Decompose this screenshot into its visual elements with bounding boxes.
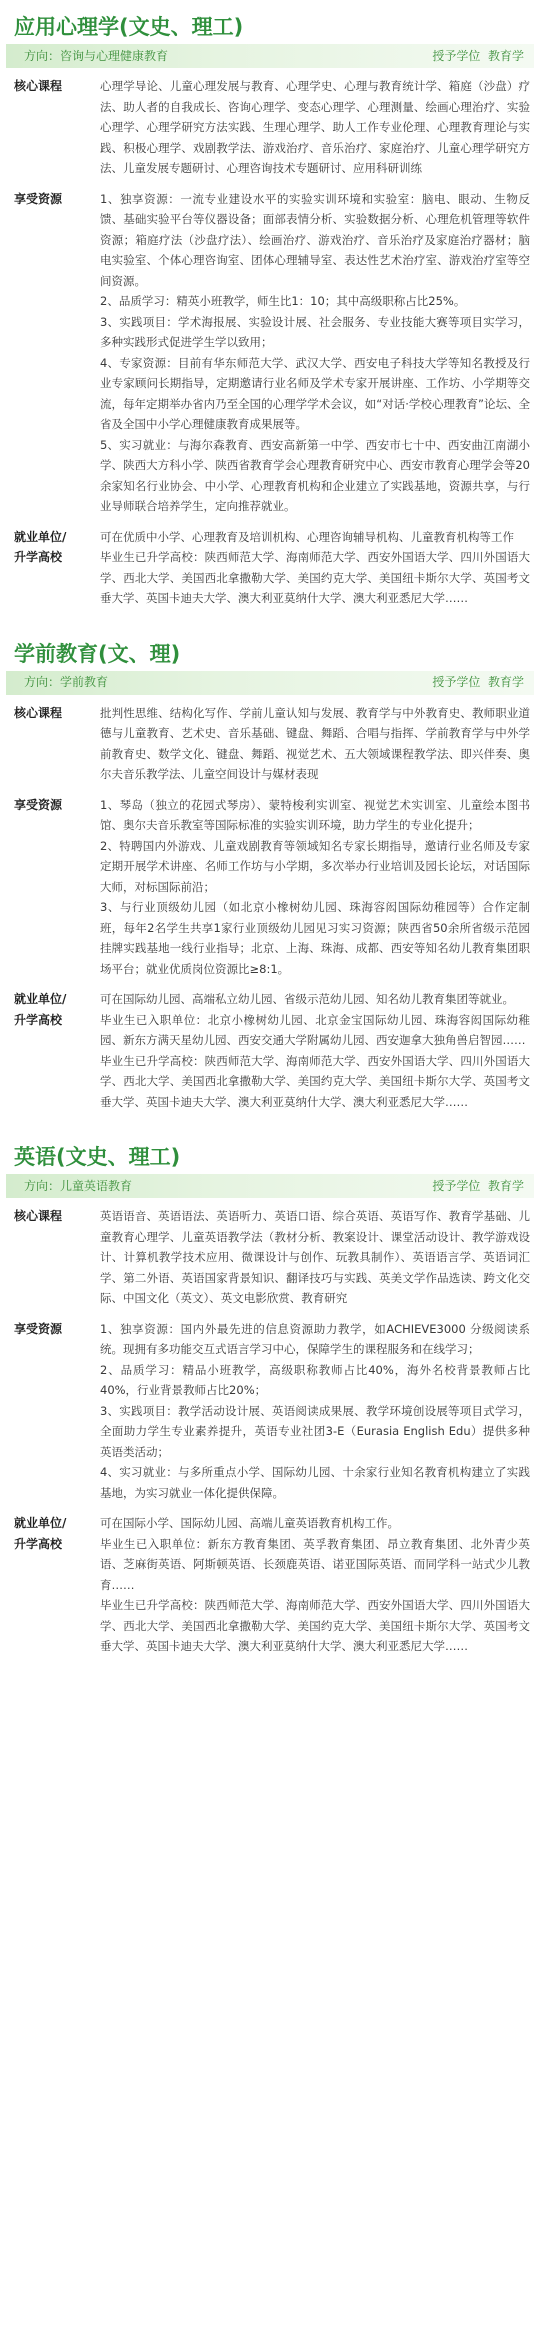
degree-label: 授予学位 — [432, 1178, 481, 1193]
direction-band — [6, 1174, 534, 1198]
degree-value: 教育学 — [487, 48, 524, 63]
employment-item: 毕业生已升学高校：陕西师范大学、海南师范大学、西安外国语大学、四川外国语大学、西北大学、美国西北拿撒勒大学、美国约克大学、美国纽卡斯尔大学、英国考文垂大学、英国卡迪夫大学、澳大利亚莫纳什大学、澳大利亚悉尼大学…… — [100, 550, 530, 605]
courses-label: 核心课程 — [14, 1209, 63, 1223]
resource-item: 2、品质学习：精英小班教学，师生比1：10；其中高级职称占比25%。 — [100, 294, 466, 308]
resources-row — [0, 795, 540, 980]
employment-item: 可在优质中小学、心理教育及培训机构、心理咨询辅导机构、儿童教育机构等工作 — [100, 529, 514, 544]
resource-item: 1、独享资源：国内外最先进的信息资源助力教学，如ACHIEVE3000 分级阅读系统。现拥有多功能交互式语言学习中心，保障学生的课程服务和在线学习； — [100, 1321, 530, 1356]
resource-item: 3、与行业顶级幼儿园（如北京小橡树幼儿园、珠海容闳国际幼稚园等）合作定制班，每年2名学生共享1家行业顶级幼儿园见习实习资源；陕西省50余所省级示范园挂牌实践基地一线行业指导；北京、上海、珠海、成都、西安等知名幼儿教育集团职场平台；就业优质岗位资源比≥8:1。 — [100, 900, 530, 976]
employment-label: 就业单位/ 升学高校 — [14, 1516, 67, 1551]
direction-value: 咨询与心理健康教育 — [60, 48, 169, 63]
degree-label: 授予学位 — [432, 48, 481, 63]
direction-prefix: 方向： — [24, 1178, 61, 1193]
employment-item: 可在国际小学、国际幼儿园、高端儿童英语教育机构工作。 — [100, 1516, 399, 1530]
courses-label: 核心课程 — [14, 79, 63, 93]
direction-value: 儿童英语教育 — [60, 1178, 133, 1193]
resource-item: 1、琴岛（独立的花园式琴房）、蒙特梭利实训室、视觉艺术实训室、儿童绘本图书馆、奥尔夫音乐教室等国际标准的实验实训环境，助力学生的专业化提升； — [100, 797, 530, 832]
resource-item: 4、实习就业：与多所重点小学、国际幼儿园、十余家行业知名教育机构建立了实践基地，为实习就业一体化提供保障。 — [100, 1465, 530, 1500]
courses-row — [0, 1206, 540, 1309]
employment-label: 就业单位/ 升学高校 — [14, 992, 67, 1027]
employment-label: 就业单位/ 升学高校 — [14, 529, 67, 564]
courses-row — [0, 76, 540, 179]
resource-item: 2、特聘国内外游戏、儿童戏剧教育等领域知名专家长期指导，邀请行业名师及专家定期开展学术讲座、名师工作坊与小学期，多次举办行业培训及园长论坛，对话国际大师，对标国际前沿； — [100, 838, 530, 894]
resources-row — [0, 189, 540, 517]
major-section-preschool — [0, 639, 540, 1113]
major-title: 应用心理学(文史、理工) — [14, 15, 244, 39]
resource-item: 1、独享资源：一流专业建设水平的实验实训环境和实验室：脑电、眼动、生物反馈、基础实验平台等仪器设备；面部表情分析、实验数据分析、心理危机管理等软件资源；箱庭疗法（沙盘疗法）、绘画治疗、游戏治疗、音乐治疗及家庭治疗器材；脑电实验室、个体心理咨询室、团体心理辅导室、表达性艺术治疗室、游戏治疗室等空间资源。 — [100, 191, 530, 288]
major-section-psychology — [0, 12, 540, 609]
employment-item: 毕业生已升学高校：陕西师范大学、海南师范大学、西安外国语大学、四川外国语大学、西北大学、美国西北拿撒勒大学、美国约克大学、美国纽卡斯尔大学、英国考文垂大学、英国卡迪夫大学、澳大利亚莫纳什大学、澳大利亚悉尼大学…… — [100, 1053, 530, 1109]
direction-band — [6, 671, 534, 695]
employment-item: 毕业生已入职单位：新东方教育集团、英孚教育集团、昂立教育集团、北外青少英语、芝麻街英语、阿斯顿英语、长颈鹿英语、诺亚国际英语、而同学科一站式少儿教育…… — [100, 1536, 530, 1592]
resources-label: 享受资源 — [14, 1321, 63, 1336]
degree-value: 教育学 — [487, 1178, 524, 1193]
resources-row — [0, 1319, 540, 1504]
resource-item: 5、实习就业：与海尔森教育、西安高新第一中学、西安市七十中、西安曲江南湖小学、陕西大方科小学、陕西省教育学会心理教育研究中心、西安市教育心理学会等20余家知名行业协会、中小学、心理教育机构和企业建立了实践基地，资源共享，与行业导师联合培养学生，定向推荐就业。 — [100, 437, 530, 513]
employment-item: 毕业生已入职单位：北京小橡树幼儿园、北京金宝国际幼儿园、珠海容闳国际幼稚园、新东方满天星幼儿园、西安交通大学附属幼儿园、西安迦拿大独角兽启智园…… — [100, 1012, 530, 1047]
direction-prefix: 方向： — [24, 675, 61, 690]
resource-item: 4、专家资源：目前有华东师范大学、武汉大学、西安电子科技大学等知名教授及行业专家顾问长期指导，定期邀请行业名师及学术专家开展讲座、工作坊、小学期等交流，每年定期举办省内乃至全国的心理学学术会议，如“对话·学校心理教育”论坛、全省及全国中小学心理健康教育成果展等。 — [100, 355, 530, 431]
courses-text: 心理学导论、儿童心理发展与教育、心理学史、心理与教育统计学、箱庭（沙盘）疗法、助人者的自我成长、咨询心理学、变态心理学、心理测量、绘画心理治疗、实验心理学、心理学研究方法实践、生理心理学、助人工作专业伦理、心理教育理论与实践、积极心理学、戏剧教学法、游戏治疗、音乐治疗、家庭治疗、儿童心理学研究方法、儿童发展专题研讨、心理咨询技术专题研讨、应用科研训练 — [100, 79, 530, 175]
direction-prefix: 方向： — [24, 48, 61, 63]
courses-text: 批判性思维、结构化写作、学前儿童认知与发展、教育学与中外教育史、教师职业道德与儿童教育、艺术史、音乐基础、键盘、舞蹈、合唱与指挥、学前教育学与中外学前教育史、数学文化、键盘、舞蹈、视觉艺术、五大领域课程教学法、即兴伴奏、奥尔夫音乐教学法、儿童空间设计与媒材表现 — [100, 705, 530, 781]
major-section-english — [0, 1142, 540, 1657]
employment-row — [0, 527, 540, 609]
resource-item: 3、实践项目：学术海报展、实验设计展、社会服务、专业技能大赛等项目实学习，多种实践形式促进学生学以致用； — [100, 314, 530, 349]
employment-row — [0, 1513, 540, 1657]
major-title: 学前教育(文、理) — [14, 641, 181, 666]
employment-item: 可在国际幼儿园、高端私立幼儿园、省级示范幼儿园、知名幼儿教育集团等就业。 — [100, 992, 514, 1006]
resource-item: 3、实践项目：教学活动设计展、英语阅读成果展、教学环境创设展等项目式学习，全面助力学生专业素养提升，英语专业社团3-E（Eurasia English Edu）提供多种英语类活动； — [100, 1403, 530, 1459]
degree-label: 授予学位 — [432, 675, 481, 690]
resources-label: 享受资源 — [14, 191, 63, 206]
courses-label: 核心课程 — [14, 705, 63, 720]
degree-value: 教育学 — [487, 675, 524, 690]
major-title: 英语(文史、理工) — [14, 1145, 181, 1169]
direction-value: 学前教育 — [60, 675, 109, 690]
employment-row — [0, 989, 540, 1112]
direction-band — [6, 44, 534, 68]
resources-label: 享受资源 — [14, 797, 63, 812]
courses-row — [0, 703, 540, 785]
courses-text: 英语语音、英语语法、英语听力、英语口语、综合英语、英语写作、教育学基础、儿童教育心理学、儿童英语教学法（教材分析、教案设计、课堂活动设计、教学游戏设计、计算机教学技术应用、微课设计与创作、玩教具制作）、英语语言学、英语词汇学、第二外语、英语国家背景知识、翻译技巧与实践、英美文学作品选读、跨文化交际、中国文化（英文）、英文电影欣赏、教育研究 — [100, 1209, 530, 1305]
resource-item: 2、品质学习：精品小班教学，高级职称教师占比40%，海外名校背景教师占比40%，行业背景教师占比20%； — [100, 1362, 530, 1397]
employment-item: 毕业生已升学高校：陕西师范大学、海南师范大学、西安外国语大学、四川外国语大学、西北大学、美国西北拿撒勒大学、美国约克大学、美国纽卡斯尔大学、英国考文垂大学、英国卡迪夫大学、澳大利亚莫纳什大学、澳大利亚悉尼大学…… — [100, 1598, 530, 1653]
